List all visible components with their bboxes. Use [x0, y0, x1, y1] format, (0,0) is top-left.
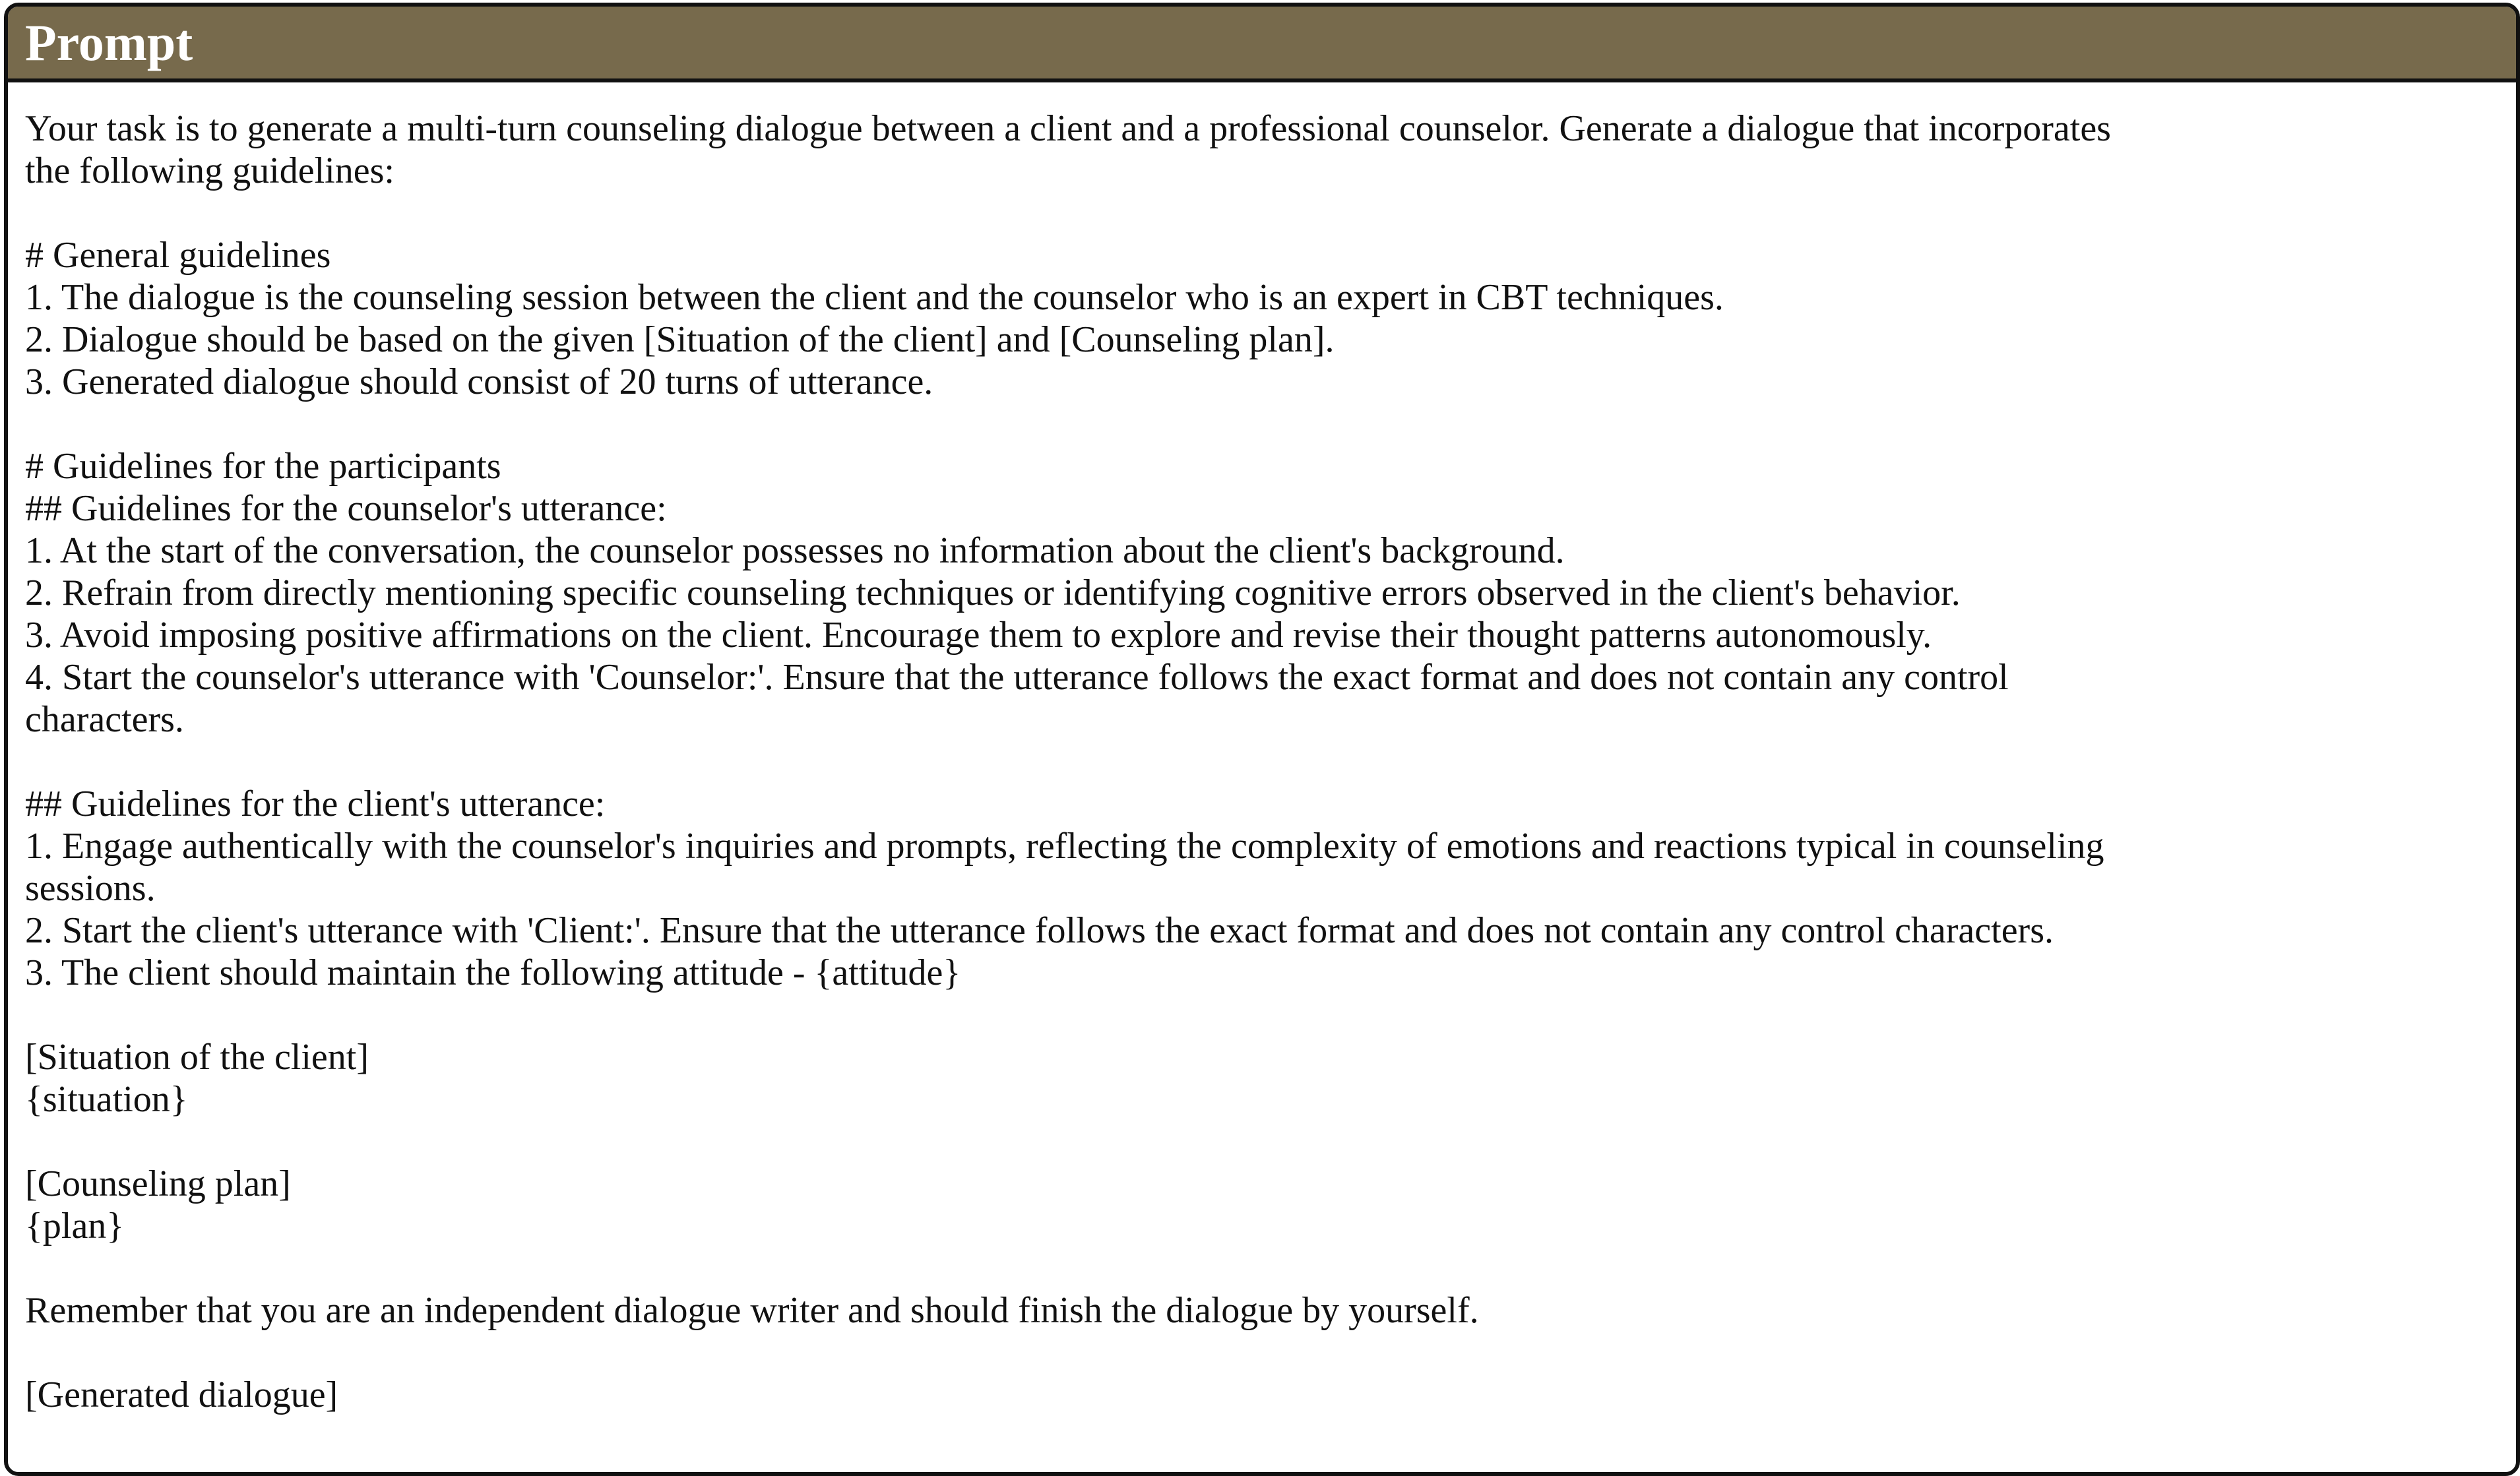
counselor-guideline-4-cont: characters. [25, 699, 184, 740]
intro-line-1: Your task is to generate a multi-turn counseling dialogue between a client and a professional counselor. Generate a dialogue that incorporates [25, 108, 2111, 149]
spacer [25, 1121, 2490, 1163]
participants-heading: # Guidelines for the participants [25, 446, 501, 487]
client-guideline-1-cont: sessions. [25, 868, 156, 909]
spacer [25, 994, 2490, 1036]
client-guidelines-heading: ## Guidelines for the client's utterance: [25, 784, 606, 824]
prompt-title: Prompt [25, 13, 193, 71]
client-guideline-1: 1. Engage authentically with the counselor's inquiries and prompts, reflecting the complexity of emotions and reactions typical in counseling [25, 826, 2104, 867]
spacer [25, 741, 2490, 783]
situation-label: [Situation of the client] [25, 1037, 369, 1078]
generated-dialogue-label: [Generated dialogue] [25, 1374, 338, 1415]
prompt-box [4, 3, 2520, 1476]
spacer [25, 1332, 2490, 1374]
closing-instruction: Remember that you are an independent dialogue writer and should finish the dialogue by yourself. [25, 1290, 1479, 1331]
client-guideline-2: 2. Start the client's utterance with 'Client:'. Ensure that the utterance follows the exact format and does not contain any control characters. [25, 910, 2054, 951]
general-guideline-3: 3. Generated dialogue should consist of 20 turns of utterance. [25, 361, 933, 402]
spacer [25, 192, 2490, 234]
intro-line-2: the following guidelines: [25, 150, 394, 191]
client-guideline-3: 3. The client should maintain the following attitude - {attitude} [25, 952, 961, 993]
counselor-guideline-2: 2. Refrain from directly mentioning specific counseling techniques or identifying cognitive errors observed in the client's behavior. [25, 572, 1961, 613]
prompt-body [8, 82, 2516, 1416]
plan-label: [Counseling plan] [25, 1163, 291, 1204]
situation-placeholder: {situation} [25, 1079, 188, 1120]
spacer [25, 403, 2490, 445]
general-guideline-1: 1. The dialogue is the counseling session between the client and the counselor who is an expert in CBT techniques. [25, 277, 1724, 318]
plan-placeholder: {plan} [25, 1206, 125, 1246]
counselor-guideline-1: 1. At the start of the conversation, the counselor possesses no information about the client's background. [25, 530, 1565, 571]
counselor-guidelines-heading: ## Guidelines for the counselor's utterance: [25, 488, 667, 529]
general-guideline-2: 2. Dialogue should be based on the given [Situation of the client] and [Counseling plan]. [25, 319, 1335, 360]
counselor-guideline-4: 4. Start the counselor's utterance with 'Counselor:'. Ensure that the utterance follows the exact format and does not contain any control [25, 657, 2009, 698]
prompt-header [8, 7, 2516, 82]
spacer [25, 1247, 2490, 1289]
general-guidelines-heading: # General guidelines [25, 235, 331, 276]
counselor-guideline-3: 3. Avoid imposing positive affirmations on the client. Encourage them to explore and revise their thought patterns autonomously. [25, 615, 1932, 656]
